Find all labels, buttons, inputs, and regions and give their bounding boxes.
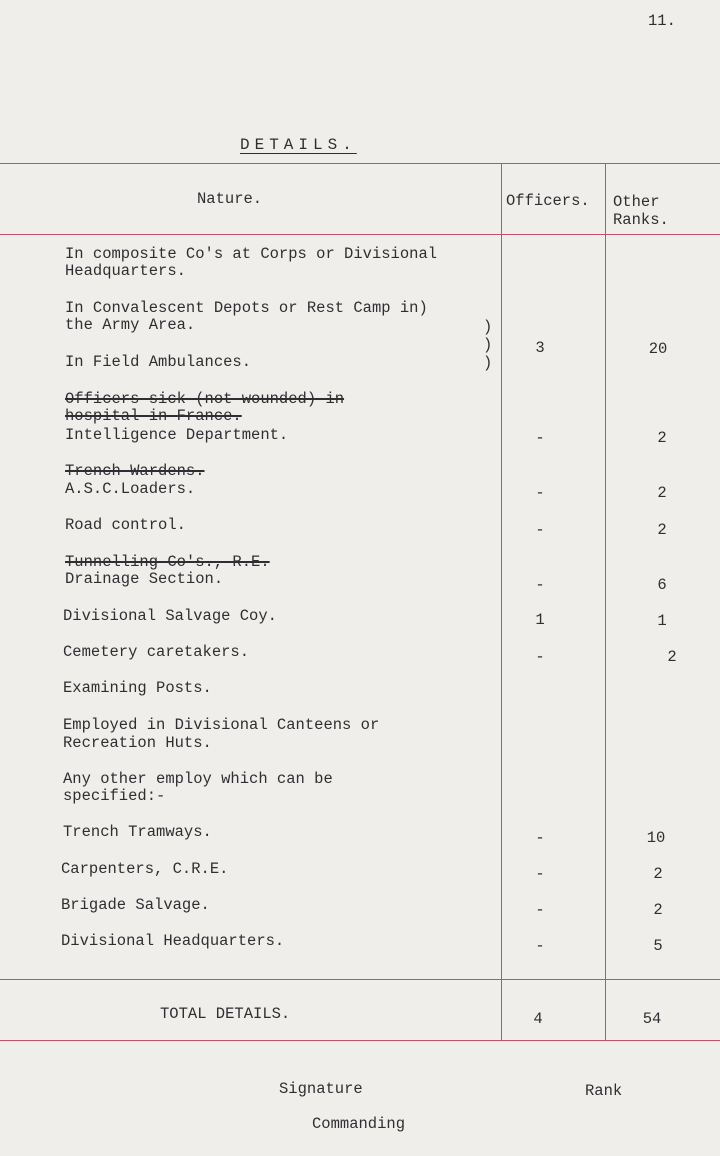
officers-value-group: 3 — [535, 339, 545, 357]
row-struck-trench-wardens: Trench-Wardens. — [65, 462, 205, 480]
other-ranks-value-salvage-coy: 1 — [657, 612, 667, 630]
other-ranks-value-cemetery: 2 — [667, 648, 677, 666]
officers-value-drainage: - — [535, 576, 545, 594]
column-header-other-ranks-line2: Ranks. — [613, 211, 669, 229]
page-number: 11. — [648, 12, 676, 30]
body-bottom-rule — [0, 979, 720, 980]
other-ranks-value-intelligence: 2 — [657, 429, 667, 447]
officers-value-tramways: - — [535, 829, 545, 847]
other-ranks-value-carpenters: 2 — [653, 865, 663, 883]
column-header-nature: Nature. — [197, 190, 263, 208]
header-bottom-rule — [0, 234, 720, 235]
total-details-label: TOTAL DETAILS. — [160, 1005, 291, 1023]
column-divider-other-ranks — [605, 163, 606, 1041]
total-officers: 4 — [533, 1010, 543, 1028]
table-top-rule — [0, 163, 720, 164]
row-divisional-hq: Divisional Headquarters. — [61, 932, 285, 950]
row-intelligence: Intelligence Department. — [65, 426, 289, 444]
bracket: ) — [483, 318, 493, 336]
row-convalescent-line1: In Convalescent Depots or Rest Camp in) — [65, 299, 428, 317]
row-salvage-coy: Divisional Salvage Coy. — [63, 607, 277, 625]
officers-value-div-hq: - — [535, 937, 545, 955]
row-asc-loaders: A.S.C.Loaders. — [65, 480, 196, 498]
row-other-employ-line1: Any other employ which can be — [63, 770, 333, 788]
other-ranks-value-brigade: 2 — [653, 901, 663, 919]
other-ranks-value-div-hq: 5 — [653, 937, 663, 955]
bracket: ) — [483, 336, 493, 354]
column-divider-officers — [501, 163, 502, 1041]
column-header-officers: Officers. — [506, 192, 590, 210]
row-drainage: Drainage Section. — [65, 570, 224, 588]
row-trench-tramways: Trench Tramways. — [63, 823, 212, 841]
other-ranks-value-asc: 2 — [657, 484, 667, 502]
signature-label: Signature — [279, 1080, 363, 1098]
totals-bottom-rule — [0, 1040, 720, 1041]
row-cemetery: Cemetery caretakers. — [63, 643, 250, 661]
row-canteens-line2: Recreation Huts. — [63, 734, 212, 752]
page-title: DETAILS. — [240, 136, 357, 154]
officers-value-road: - — [535, 521, 545, 539]
row-brigade-salvage: Brigade Salvage. — [61, 896, 210, 914]
row-field-ambulances: In Field Ambulances. — [65, 353, 252, 371]
row-examining-posts: Examining Posts. — [63, 679, 212, 697]
row-convalescent-line2: the Army Area. — [65, 316, 196, 334]
bracket: ) — [483, 354, 493, 372]
rank-label: Rank — [585, 1082, 623, 1100]
officers-value-asc: - — [535, 484, 545, 502]
row-carpenters: Carpenters, C.R.E. — [61, 860, 229, 878]
row-canteens-line1: Employed in Divisional Canteens or — [63, 716, 380, 734]
officers-value-carpenters: - — [535, 865, 545, 883]
column-header-other-ranks-line1: Other — [613, 193, 660, 211]
row-road-control: Road control. — [65, 516, 186, 534]
other-ranks-value-tramways: 10 — [646, 829, 666, 847]
row-struck-officers-sick-line1: Officers-sick-(not-wounded)-in — [65, 390, 345, 408]
officers-value-brigade: - — [535, 901, 545, 919]
officers-value-cemetery: - — [535, 648, 545, 666]
commanding-label: Commanding — [312, 1115, 406, 1133]
officers-value-intelligence: - — [535, 429, 545, 447]
row-other-employ-line2: specified:- — [63, 787, 166, 805]
row-composite-line2: Headquarters. — [65, 262, 186, 280]
other-ranks-value-group: 20 — [648, 340, 668, 358]
row-struck-officers-sick-line2: hospital-in-France. — [65, 407, 242, 425]
other-ranks-value-drainage: 6 — [657, 576, 667, 594]
other-ranks-value-road: 2 — [657, 521, 667, 539]
officers-value-salvage-coy: 1 — [535, 611, 545, 629]
row-composite-line1: In composite Co's at Corps or Divisional — [65, 245, 438, 263]
row-struck-tunnelling: Tunnelling-Co's.,-R.E. — [65, 553, 270, 571]
total-other-ranks: 54 — [642, 1010, 662, 1028]
